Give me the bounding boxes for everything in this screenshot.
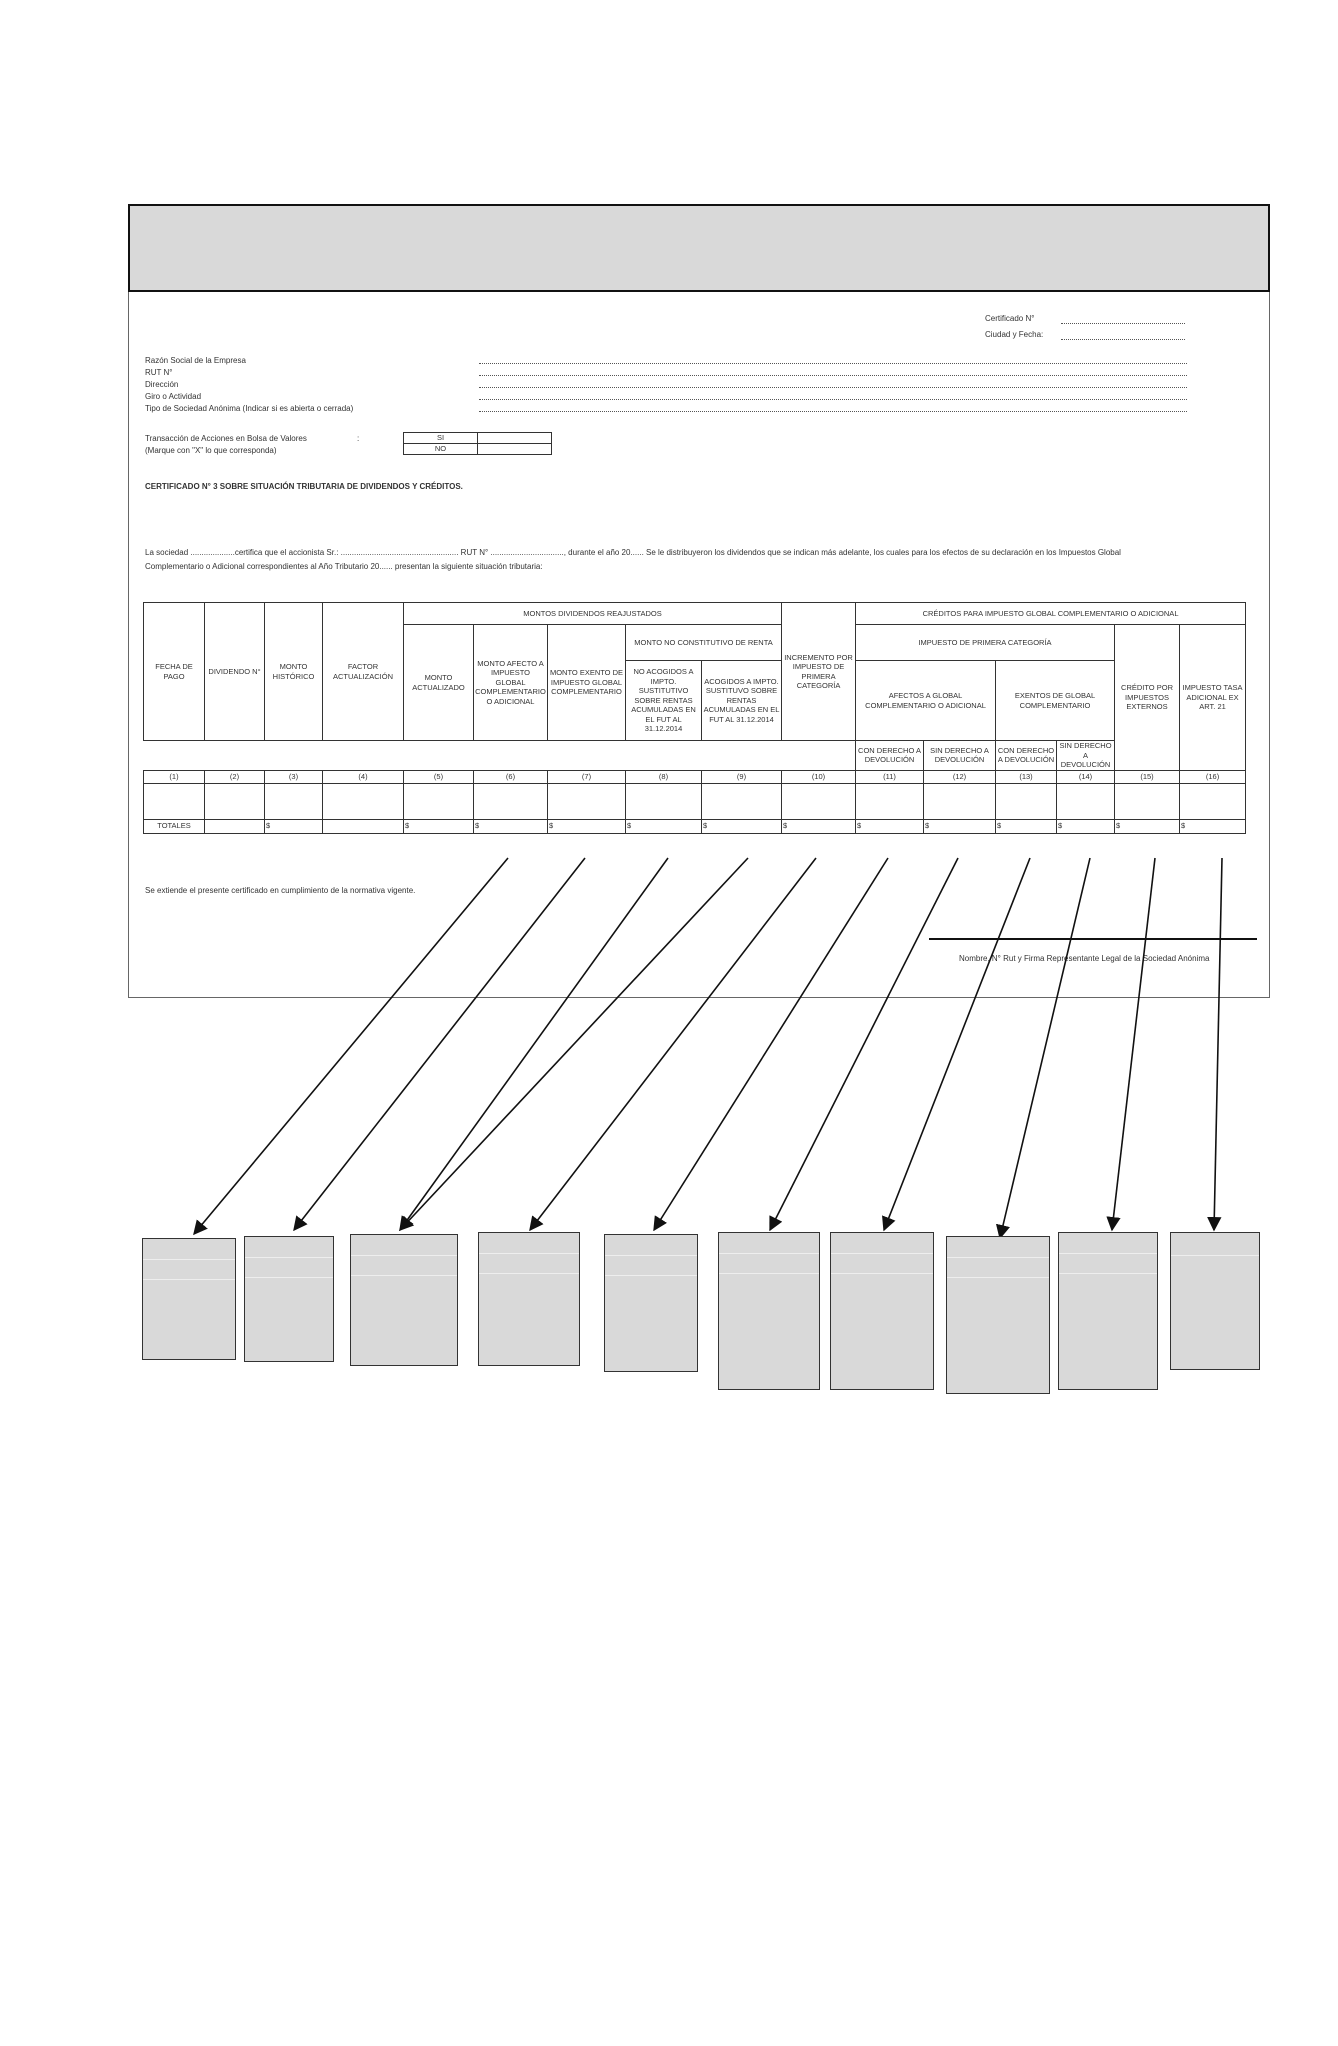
arrow-9 bbox=[1000, 858, 1090, 1238]
col-acogidos: ACOGIDOS A IMPTO. SUSTITUVO SOBRE RENTAS ACUMULADAS EN EL FUT AL 31.12.2014 bbox=[702, 661, 782, 741]
col-fecha-pago: FECHA DE PAGO bbox=[144, 603, 205, 741]
col-con-derecho-exentos: CON DERECHO A DEVOLUCIÓN bbox=[996, 741, 1057, 771]
business-label: Giro o Actividad bbox=[145, 392, 202, 401]
target-box-9 bbox=[1058, 1232, 1158, 1390]
num-7: (7) bbox=[548, 770, 626, 783]
target-box-2 bbox=[244, 1236, 334, 1362]
certificate-title: CERTIFICADO N° 3 SOBRE SITUACIÓN TRIBUTARIA DE DIVIDENDOS Y CRÉDITOS. bbox=[145, 482, 463, 491]
paragraph-line-1: La sociedad ....................certifica que el accionista Sr.: ..................................................... RUT N° ................................., durante el año 20...... Se le distribuyeron los dividendos que se indican más adelante, los cuales para los efectos de su declaración en los Impuestos Global bbox=[145, 548, 1121, 557]
col-credito-externos: CRÉDITO POR IMPUESTOS EXTERNOS bbox=[1115, 625, 1180, 771]
arrow-10 bbox=[1112, 858, 1155, 1230]
num-14: (14) bbox=[1057, 770, 1115, 783]
group-primera-categoria: IMPUESTO DE PRIMERA CATEGORÍA bbox=[856, 625, 1115, 661]
total-3: $ bbox=[265, 819, 323, 833]
target-box-7 bbox=[830, 1232, 934, 1390]
col-monto-exento: MONTO EXENTO DE IMPUESTO GLOBAL COMPLEMENTARIO bbox=[548, 625, 626, 741]
footer-statement: Se extiende el presente certificado en cumplimiento de la normativa vigente. bbox=[145, 886, 416, 895]
num-4: (4) bbox=[323, 770, 404, 783]
num-12: (12) bbox=[924, 770, 996, 783]
signature-caption: Nombre, N° Rut y Firma Representante Legal de la Sociedad Anónima bbox=[959, 954, 1210, 963]
col-monto-afecto: MONTO AFECTO A IMPUESTO GLOBAL COMPLEMENTARIO O ADICIONAL bbox=[474, 625, 548, 741]
target-box-8 bbox=[946, 1236, 1050, 1394]
col-sin-derecho-afectos: SIN DERECHO A DEVOLUCIÓN bbox=[924, 741, 996, 771]
arrow-1 bbox=[194, 858, 508, 1234]
company-type-label: Tipo de Sociedad Anónima (Indicar si es abierta o cerrada) bbox=[145, 404, 354, 413]
col-no-acogidos: NO ACOGIDOS A IMPTO. SUSTITUTIVO SOBRE RENTAS ACUMULADAS EN EL FUT AL 31.12.2014 bbox=[626, 661, 702, 741]
num-6: (6) bbox=[474, 770, 548, 783]
col-factor-actualizacion: FACTOR ACTUALIZACIÓN bbox=[323, 603, 404, 741]
num-9: (9) bbox=[702, 770, 782, 783]
total-15: $ bbox=[1115, 819, 1180, 833]
transaction-hint: (Marque con "X" lo que corresponda) bbox=[145, 446, 277, 455]
num-10: (10) bbox=[782, 770, 856, 783]
city-date-label: Ciudad y Fecha: bbox=[985, 330, 1044, 339]
group-exentos: EXENTOS DE GLOBAL COMPLEMENTARIO bbox=[996, 661, 1115, 741]
total-6: $ bbox=[474, 819, 548, 833]
target-box-10 bbox=[1170, 1232, 1260, 1370]
target-box-5 bbox=[604, 1234, 698, 1372]
total-11: $ bbox=[856, 819, 924, 833]
num-1: (1) bbox=[144, 770, 205, 783]
num-2: (2) bbox=[205, 770, 265, 783]
arrow-8 bbox=[884, 858, 1030, 1230]
col-monto-actualizado: MONTO ACTUALIZADO bbox=[404, 625, 474, 741]
transaction-colon: : bbox=[357, 434, 360, 443]
target-box-1 bbox=[142, 1238, 236, 1360]
transaction-label: Transacción de Acciones en Bolsa de Valores bbox=[145, 434, 307, 443]
arrow-7 bbox=[770, 858, 958, 1230]
total-9: $ bbox=[702, 819, 782, 833]
total-12: $ bbox=[924, 819, 996, 833]
col-incremento: INCREMENTO POR IMPUESTO DE PRIMERA CATEGORÍA bbox=[782, 603, 856, 741]
col-con-derecho-afectos: CON DERECHO A DEVOLUCIÓN bbox=[856, 741, 924, 771]
num-13: (13) bbox=[996, 770, 1057, 783]
total-7: $ bbox=[548, 819, 626, 833]
num-16: (16) bbox=[1180, 770, 1246, 783]
totals-label: TOTALES bbox=[144, 819, 205, 833]
num-8: (8) bbox=[626, 770, 702, 783]
target-box-4 bbox=[478, 1232, 580, 1366]
group-creditos: CRÉDITOS PARA IMPUESTO GLOBAL COMPLEMENTARIO O ADICIONAL bbox=[856, 603, 1246, 625]
total-13: $ bbox=[996, 819, 1057, 833]
num-5: (5) bbox=[404, 770, 474, 783]
num-11: (11) bbox=[856, 770, 924, 783]
num-3: (3) bbox=[265, 770, 323, 783]
arrow-6 bbox=[654, 858, 888, 1230]
arrow-11 bbox=[1214, 858, 1222, 1230]
transaction-no-label: NO bbox=[404, 444, 478, 455]
group-no-constitutivo: MONTO NO CONSTITUTIVO DE RENTA bbox=[626, 625, 782, 661]
cert-number-label: Certificado N° bbox=[985, 314, 1035, 323]
col-monto-historico: MONTO HISTÓRICO bbox=[265, 603, 323, 741]
col-impuesto-tasa-adicional: IMPUESTO TASA ADICIONAL EX ART. 21 bbox=[1180, 625, 1246, 771]
group-afectos: AFECTOS A GLOBAL COMPLEMENTARIO O ADICIONAL bbox=[856, 661, 996, 741]
col-sin-derecho-exentos: SIN DERECHO A DEVOLUCIÓN bbox=[1057, 741, 1115, 771]
total-10: $ bbox=[782, 819, 856, 833]
company-name-label: Razón Social de la Empresa bbox=[145, 356, 246, 365]
target-box-6 bbox=[718, 1232, 820, 1390]
target-box-3 bbox=[350, 1234, 458, 1366]
arrow-5 bbox=[530, 858, 816, 1230]
address-label: Dirección bbox=[145, 380, 179, 389]
total-5: $ bbox=[404, 819, 474, 833]
paragraph-line-2: Complementario o Adicional correspondientes al Año Tributario 20...... presentan la siguiente situación tributaria: bbox=[145, 562, 543, 571]
group-montos-reajustados: MONTOS DIVIDENDOS REAJUSTADOS bbox=[404, 603, 782, 625]
total-16: $ bbox=[1180, 819, 1246, 833]
rut-label: RUT N° bbox=[145, 368, 173, 377]
total-8: $ bbox=[626, 819, 702, 833]
num-15: (15) bbox=[1115, 770, 1180, 783]
transaction-yes-label: SI bbox=[404, 433, 478, 444]
arrow-4 bbox=[400, 858, 748, 1230]
col-dividendo: DIVIDENDO N° bbox=[205, 603, 265, 741]
total-14: $ bbox=[1057, 819, 1115, 833]
